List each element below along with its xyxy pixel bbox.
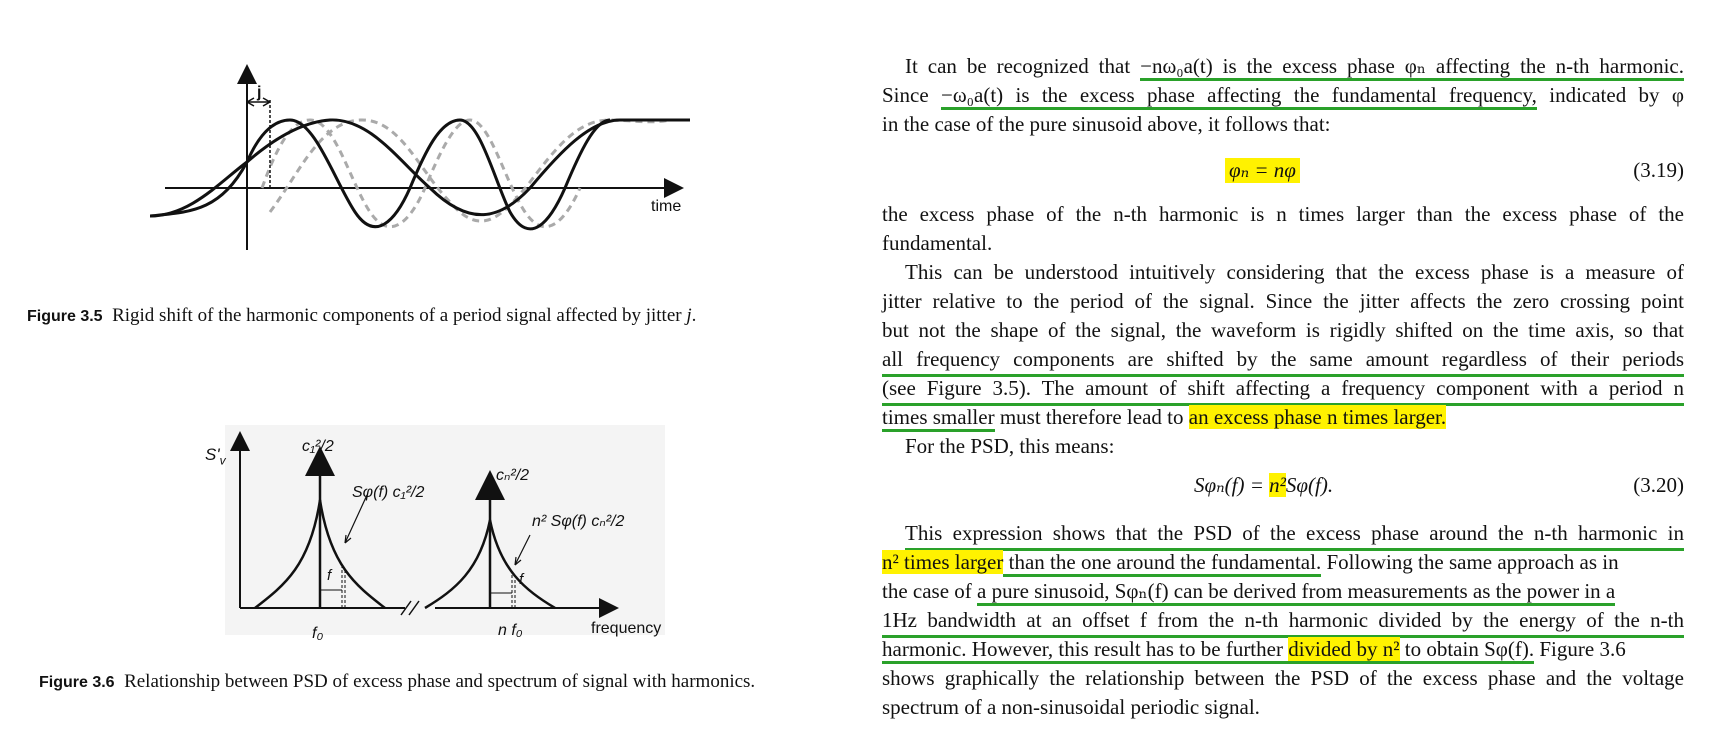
nf0-label: n f₀ xyxy=(498,622,523,639)
f0-label: f₀ xyxy=(312,625,324,642)
offset-f-label-1: f xyxy=(327,567,332,584)
paragraph-line: It can be recognized that −nω₀a(t) is the excess phase φₙ affecting the n-th harmonic. xyxy=(882,51,1684,81)
shifted-harmonic-wave xyxy=(262,120,580,227)
equation-3-19: φₙ = nφ xyxy=(1225,158,1300,183)
figure-3-5-diagram xyxy=(150,62,690,282)
body-text-column xyxy=(882,48,1684,748)
equation-number-3-19: (3.19) xyxy=(1633,158,1684,182)
paragraph-line: the case of a pure sinusoid, Sφₙ(f) can be derived from measurements as the power in a xyxy=(882,576,1684,606)
paragraph-line: jitter relative to the period of the signal. Since the jitter affects the zero crossing point xyxy=(882,289,1684,313)
frequency-axis-label: frequency xyxy=(591,620,662,637)
paragraph-line: This expression shows that the PSD of the excess phase around the n-th harmonic in xyxy=(882,518,1684,548)
paragraph-line: shows graphically the relationship between the PSD of the excess phase and the voltage xyxy=(882,666,1684,690)
equation-3-20: Sφₙ(f) = n²Sφ(f). xyxy=(1194,473,1334,497)
paragraph-line: times smaller must therefore lead to an excess phase n times larger. xyxy=(882,402,1684,432)
paragraph-line: (see Figure 3.5). The amount of shift affecting a frequency component with a period n xyxy=(882,373,1684,403)
paragraph-line: 1Hz bandwidth at an offset f from the n-th harmonic divided by the energy of the n-th xyxy=(882,605,1684,635)
equation-number-3-20: (3.20) xyxy=(1633,473,1684,497)
figure-3-6-diagram xyxy=(195,425,675,645)
paragraph-line: fundamental. xyxy=(882,231,993,255)
paragraph-line: but not the shape of the signal, the waveform is rigidly shifted on the time axis, so that xyxy=(882,318,1684,342)
paragraph-line: This can be understood intuitively considering that the excess phase is a measure of xyxy=(905,260,1684,284)
c1-label: c₁²/2 xyxy=(302,438,334,455)
offset-f-label-n: f xyxy=(519,571,524,588)
jitter-label: j xyxy=(257,84,262,101)
paragraph-line: in the case of the pure sinusoid above, it follows that: xyxy=(882,112,1331,136)
figure-3-6-caption: Figure 3.6 Relationship between PSD of excess phase and spectrum of signal with harmonics. xyxy=(39,671,756,692)
paragraph-line: For the PSD, this means: xyxy=(905,434,1115,458)
cn-label: cₙ²/2 xyxy=(496,467,530,484)
paragraph-line: all frequency components are shifted by the same amount regardless of their periods xyxy=(882,344,1684,374)
paragraph-line: harmonic. However, this result has to be further divided by n² to obtain Sφ(f). Figure 3.6 xyxy=(882,634,1684,664)
figure-3-5-caption: Figure 3.5 Rigid shift of the harmonic components of a period signal affected by jitter j. xyxy=(27,305,697,326)
phase-psd-label-n: n² Sφ(f) cₙ²/2 xyxy=(532,513,625,530)
paragraph-line: spectrum of a non-sinusoidal periodic signal. xyxy=(882,695,1260,719)
paragraph-line: n² times larger than the one around the fundamental. Following the same approach as in xyxy=(882,547,1684,577)
time-axis-label: time xyxy=(651,198,682,215)
paragraph-line: Since −ω₀a(t) is the excess phase affecting the fundamental frequency, indicated by φ xyxy=(882,80,1684,110)
psd-axis-label: $S'_v$ xyxy=(205,445,226,468)
paragraph-line: the excess phase of the n-th harmonic is n times larger than the excess phase of the xyxy=(882,202,1684,226)
phase-psd-label-1: Sφ(f) c₁²/2 xyxy=(352,484,425,501)
